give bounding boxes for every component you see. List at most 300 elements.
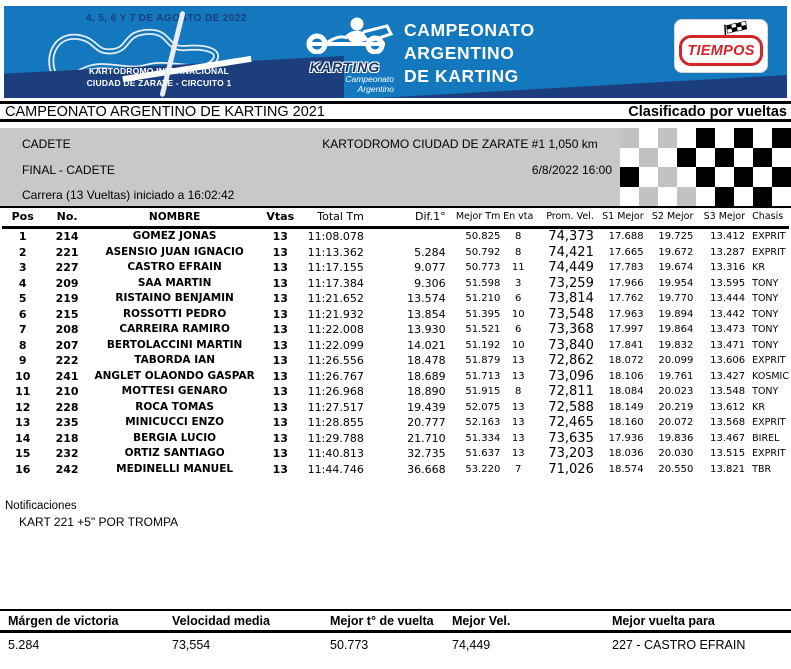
cell-nombre: CARREIRA RAMIRO xyxy=(119,323,230,335)
classification-type: Clasificado por vueltas xyxy=(628,103,787,120)
cell-mejor-tm: 51.879 xyxy=(465,355,501,366)
cell-prom-vel: 73,259 xyxy=(548,275,594,291)
cell-dif-1: 14.021 xyxy=(407,338,446,352)
cell-vtas: 13 xyxy=(272,230,288,243)
cell-mejor-tm: 50.773 xyxy=(465,262,501,273)
summary-value: 227 - CASTRO EFRAIN xyxy=(612,638,746,652)
champ-line2: ARGENTINO xyxy=(404,42,515,63)
header-nombre: NOMBRE xyxy=(91,208,259,228)
cell-pos: 14 xyxy=(15,431,31,445)
cell-total-tm: 11:22.008 xyxy=(307,323,364,336)
checker-square xyxy=(753,148,772,168)
cell-pos: 13 xyxy=(15,416,31,429)
cell-no: 209 xyxy=(55,276,79,290)
cell-dif-1: 21.710 xyxy=(407,431,446,445)
cell-s1-mejor: 18.072 xyxy=(608,355,644,366)
cell-chasis: BIREL xyxy=(752,432,780,444)
cell-pos: 5 xyxy=(18,292,27,305)
cell-dif-1: 18.890 xyxy=(407,385,446,398)
cell-pos: 1 xyxy=(18,230,27,243)
cell-en-vta: 13 xyxy=(511,370,525,382)
cell-no: 208 xyxy=(55,323,79,336)
cell-mejor-tm: 51.713 xyxy=(465,370,501,382)
cell-dif-1: 20.777 xyxy=(407,416,446,429)
table-row xyxy=(2,446,789,462)
summary-label: Velocidad media xyxy=(172,614,270,628)
checker-square xyxy=(772,148,791,168)
cell-prom-vel: 73,548 xyxy=(548,306,594,322)
cell-s3-mejor: 13.412 xyxy=(710,231,746,242)
header-no: No. xyxy=(43,208,90,228)
cell-dif-1: 5.284 xyxy=(414,245,446,259)
header-dif-1: Dif.1° xyxy=(364,208,446,228)
champ-line3: DE KARTING xyxy=(404,65,519,86)
cell-s1-mejor: 17.997 xyxy=(608,324,644,335)
header-en-vta: En vta xyxy=(500,208,536,228)
cell-no: 215 xyxy=(55,307,79,321)
checker-square xyxy=(620,128,639,148)
checker-square xyxy=(639,167,658,187)
cell-no: 221 xyxy=(55,245,79,259)
cell-vtas: 13 xyxy=(272,292,288,305)
page-title: CAMPEONATO ARGENTINO DE KARTING 2021 xyxy=(5,103,325,120)
cell-s3-mejor: 13.568 xyxy=(710,417,746,428)
cell-total-tm: 11:26.556 xyxy=(307,354,364,367)
cell-nombre: RISTAINO BENJAMIN xyxy=(115,292,234,304)
cell-chasis: KR xyxy=(752,401,765,413)
cell-s1-mejor: 17.688 xyxy=(608,231,644,242)
checker-square xyxy=(753,187,772,207)
cell-vtas: 13 xyxy=(272,323,288,336)
cell-s2-mejor: 19.725 xyxy=(658,231,694,242)
cell-prom-vel: 72,811 xyxy=(548,384,594,399)
event-banner xyxy=(4,6,787,98)
cell-chasis: TONY xyxy=(752,386,779,397)
summary-value: 5.284 xyxy=(8,638,40,652)
cell-mejor-tm: 51.395 xyxy=(465,308,501,320)
cell-chasis: KOSMIC xyxy=(752,370,789,382)
cell-prom-vel: 73,814 xyxy=(548,291,594,306)
cell-pos: 7 xyxy=(18,323,27,336)
cell-prom-vel: 71,026 xyxy=(548,461,594,477)
cell-vtas: 13 xyxy=(272,261,288,274)
cell-s2-mejor: 19.761 xyxy=(658,370,694,382)
cell-en-vta: 11 xyxy=(511,262,525,273)
checker-square xyxy=(696,128,715,148)
summary-label: Mejor Vel. xyxy=(452,614,511,628)
cell-prom-vel: 74,449 xyxy=(548,260,594,275)
table-row xyxy=(2,276,789,292)
cell-mejor-tm: 51.192 xyxy=(465,339,501,351)
cell-pos: 16 xyxy=(15,462,31,476)
cell-s3-mejor: 13.515 xyxy=(710,448,746,459)
cell-s3-mejor: 13.427 xyxy=(710,370,746,382)
summary-label: Mejor vuelta para xyxy=(612,614,715,628)
cell-s1-mejor: 17.966 xyxy=(608,277,644,289)
table-row xyxy=(2,322,789,338)
checker-square xyxy=(734,167,753,187)
checker-square xyxy=(620,187,639,207)
header-pos: Pos xyxy=(2,208,43,228)
cell-vtas: 13 xyxy=(272,245,288,259)
cell-pos: 9 xyxy=(18,354,27,367)
checker-square xyxy=(658,148,677,168)
cell-s2-mejor: 19.770 xyxy=(658,293,694,304)
cell-pos: 2 xyxy=(18,245,27,259)
checker-square xyxy=(696,187,715,207)
cell-en-vta: 13 xyxy=(511,355,525,366)
cell-total-tm: 11:17.155 xyxy=(307,261,364,274)
header-s1-mejor: S1 Mejor xyxy=(594,208,644,228)
logo-sub2: Argentino xyxy=(357,83,394,94)
cell-chasis: EXPRIT xyxy=(752,417,786,428)
cell-mejor-tm: 50.792 xyxy=(465,246,501,258)
cell-s3-mejor: 13.471 xyxy=(710,339,746,351)
cell-s1-mejor: 18.036 xyxy=(608,448,644,459)
cell-nombre: CASTRO EFRAIN xyxy=(127,261,222,273)
checker-square xyxy=(772,167,791,187)
cell-nombre: ORTIZ SANTIAGO xyxy=(124,447,225,459)
cell-vtas: 13 xyxy=(272,385,288,398)
cell-en-vta: 13 xyxy=(511,401,525,413)
notification-item: KART 221 +5" POR TROMPA xyxy=(19,515,179,529)
cell-no: 219 xyxy=(55,292,79,305)
cell-dif-1: 13.574 xyxy=(407,292,446,305)
table-row xyxy=(2,369,789,385)
cell-s1-mejor: 18.149 xyxy=(608,401,644,413)
header-s3-mejor: S3 Mejor xyxy=(693,208,745,228)
cell-nombre: ROSSOTTI PEDRO xyxy=(122,307,227,320)
cell-prom-vel: 72,862 xyxy=(548,353,594,368)
cell-s3-mejor: 13.548 xyxy=(710,386,746,397)
track-label: KARTODROMO CIUDAD DE ZARATE #1 1,050 km xyxy=(322,137,598,151)
results-table xyxy=(2,208,789,477)
category-label: CADETE xyxy=(22,137,71,151)
cell-nombre: MEDINELLI MANUEL xyxy=(116,462,234,475)
cell-mejor-tm: 51.637 xyxy=(465,448,501,459)
cell-no: 235 xyxy=(55,416,79,429)
cell-en-vta: 13 xyxy=(511,448,525,459)
cell-dif-1: 19.439 xyxy=(407,400,446,414)
cell-no: 242 xyxy=(55,462,79,476)
cell-vtas: 13 xyxy=(272,354,288,367)
summary-value: 50.773 xyxy=(330,638,369,652)
tiempos-logo xyxy=(675,20,767,72)
table-row xyxy=(2,415,789,431)
cell-prom-vel: 74,421 xyxy=(548,244,594,260)
cell-chasis: TONY xyxy=(752,308,779,320)
checker-square xyxy=(677,187,696,207)
cell-s3-mejor: 13.606 xyxy=(710,355,746,366)
cell-s3-mejor: 13.595 xyxy=(710,277,746,289)
cell-s1-mejor: 18.160 xyxy=(608,417,644,428)
cell-mejor-tm: 51.521 xyxy=(465,324,501,335)
cell-s2-mejor: 20.099 xyxy=(658,355,694,366)
checker-square xyxy=(639,187,658,207)
cell-total-tm: 11:17.384 xyxy=(307,276,364,290)
cell-en-vta: 8 xyxy=(515,386,522,397)
table-row xyxy=(2,462,789,478)
cell-prom-vel: 72,465 xyxy=(548,415,594,430)
checker-square xyxy=(620,167,639,187)
cell-nombre: ANGLET OLAONDO GASPAR xyxy=(94,369,255,382)
table-row xyxy=(2,338,789,354)
summary-label: Márgen de victoria xyxy=(8,614,119,628)
cell-s3-mejor: 13.442 xyxy=(710,308,746,320)
tiempos-label: TIEMPOS xyxy=(687,42,755,59)
cell-vtas: 13 xyxy=(272,400,288,414)
event-dates: 4, 5, 6 Y 7 DE AGOSTO DE 2022 xyxy=(86,13,247,24)
table-row xyxy=(2,400,789,416)
cell-s1-mejor: 17.936 xyxy=(608,432,644,444)
cell-no: 210 xyxy=(55,385,79,398)
cell-s1-mejor: 17.665 xyxy=(608,246,644,258)
cell-s2-mejor: 20.219 xyxy=(658,401,694,413)
checker-square xyxy=(715,148,734,168)
checker-square xyxy=(658,167,677,187)
checker-square xyxy=(696,167,715,187)
cell-prom-vel: 73,203 xyxy=(548,446,594,461)
cell-total-tm: 11:26.968 xyxy=(307,385,364,398)
cell-vtas: 13 xyxy=(272,307,288,321)
cell-pos: 6 xyxy=(18,307,27,321)
cell-no: 241 xyxy=(55,369,79,383)
table-row xyxy=(2,260,789,276)
results-tbody xyxy=(2,228,789,478)
checkered-flag-pattern xyxy=(620,128,791,206)
cell-nombre: BERGIA LUCIO xyxy=(133,431,217,444)
cell-prom-vel: 72,588 xyxy=(548,399,594,415)
championship-title xyxy=(404,19,535,87)
cell-s1-mejor: 18.574 xyxy=(608,463,644,475)
cell-s2-mejor: 20.072 xyxy=(658,417,694,428)
cell-no: 232 xyxy=(55,447,79,460)
cell-nombre: BERTOLACCINI MARTIN xyxy=(106,338,243,351)
table-row xyxy=(2,431,789,447)
cell-no: 207 xyxy=(55,338,79,352)
cell-total-tm: 11:28.855 xyxy=(307,416,364,429)
checker-square xyxy=(677,167,696,187)
cell-pos: 10 xyxy=(15,369,31,383)
cell-s2-mejor: 20.023 xyxy=(658,386,694,397)
cell-prom-vel: 73,840 xyxy=(548,337,594,353)
cell-s2-mejor: 19.832 xyxy=(658,339,694,351)
summary-label: Mejor t° de vuelta xyxy=(330,614,434,628)
title-bar xyxy=(0,101,791,122)
cell-s3-mejor: 13.821 xyxy=(710,463,746,475)
karting-logo xyxy=(290,14,400,95)
cell-pos: 4 xyxy=(18,276,27,290)
table-header-row xyxy=(2,208,789,228)
cell-vtas: 13 xyxy=(272,447,288,460)
cell-en-vta: 13 xyxy=(511,417,525,428)
cell-chasis: TBR xyxy=(752,463,772,475)
race-summary xyxy=(0,609,791,652)
cell-s3-mejor: 13.473 xyxy=(710,324,746,335)
cell-chasis: EXPRIT xyxy=(752,448,786,459)
cell-no: 218 xyxy=(55,431,79,445)
cell-total-tm: 11:13.362 xyxy=(307,245,364,259)
header-total-tm: Total Tm xyxy=(302,208,364,228)
race-info: Carrera (13 Vueltas) iniciado a 16:02:42 xyxy=(22,188,235,202)
cell-pos: 15 xyxy=(15,447,31,460)
checker-square xyxy=(734,187,753,207)
cell-total-tm: 11:21.652 xyxy=(307,292,364,305)
checker-square xyxy=(715,187,734,207)
checker-square xyxy=(620,148,639,168)
cell-s2-mejor: 19.672 xyxy=(658,246,694,258)
table-row xyxy=(2,291,789,307)
cell-vtas: 13 xyxy=(272,416,288,429)
cell-dif-1: 9.077 xyxy=(414,261,446,274)
cell-prom-vel: 74,373 xyxy=(548,229,594,244)
champ-line1: CAMPEONATO xyxy=(404,20,535,40)
venue-line1: KARTODROMO INTERNACIONAL xyxy=(88,66,230,77)
cell-nombre: SAA MARTIN xyxy=(137,276,212,289)
header-mejor-tm: Mejor Tm xyxy=(446,208,501,228)
cell-total-tm: 11:08.078 xyxy=(307,230,364,243)
cell-chasis: EXPRIT xyxy=(752,246,786,258)
cell-total-tm: 11:29.788 xyxy=(307,431,364,445)
cell-dif-1 xyxy=(364,228,446,245)
cell-mejor-tm: 51.334 xyxy=(465,432,501,444)
cell-s2-mejor: 20.550 xyxy=(658,463,694,475)
table-row xyxy=(2,384,789,400)
table-row xyxy=(2,228,789,245)
cell-nombre: ROCA TOMAS xyxy=(135,400,214,413)
cell-en-vta: 6 xyxy=(515,324,522,335)
cell-dif-1: 18.689 xyxy=(407,369,446,383)
cell-en-vta: 6 xyxy=(515,293,522,304)
cell-s3-mejor: 13.316 xyxy=(710,262,746,273)
cell-s3-mejor: 13.467 xyxy=(710,432,746,444)
cell-nombre: MINICUCCI ENZO xyxy=(125,416,224,428)
checker-square xyxy=(639,128,658,148)
cell-pos: 12 xyxy=(15,400,31,414)
cell-vtas: 13 xyxy=(272,338,288,352)
session-label: FINAL - CADETE xyxy=(22,163,115,177)
cell-chasis: TONY xyxy=(752,324,779,335)
checker-square xyxy=(734,148,753,168)
cell-chasis: KR xyxy=(752,262,765,273)
cell-s1-mejor: 17.963 xyxy=(608,308,644,320)
cell-vtas: 13 xyxy=(272,369,288,383)
cell-total-tm: 11:27.517 xyxy=(307,400,364,414)
cell-nombre: GOMEZ JONAS xyxy=(132,230,217,242)
cell-s1-mejor: 18.084 xyxy=(608,386,644,397)
header-chasis: Chasis xyxy=(745,208,789,228)
header-vtas: Vtas xyxy=(259,208,303,228)
cell-no: 214 xyxy=(55,230,79,243)
karting-logo-subtext xyxy=(290,75,400,95)
header-prom-vel: Prom. Vel. xyxy=(536,208,594,228)
logo-sub1: Campeonato xyxy=(345,74,394,84)
cell-pos: 8 xyxy=(18,338,27,352)
summary-value: 73,554 xyxy=(172,638,211,652)
header-s2-mejor: S2 Mejor xyxy=(644,208,694,228)
checker-square xyxy=(639,148,658,168)
cell-s2-mejor: 19.674 xyxy=(658,262,694,273)
venue-line2: CIUDAD DE ZARATE - CIRCUITO 1 xyxy=(86,77,232,88)
cell-en-vta: 13 xyxy=(511,432,525,444)
cell-chasis: TONY xyxy=(752,277,779,289)
cell-dif-1: 36.668 xyxy=(407,462,446,476)
notifications-section xyxy=(5,500,178,529)
cell-mejor-tm: 50.825 xyxy=(465,231,501,242)
cell-mejor-tm: 52.075 xyxy=(465,401,501,413)
cell-s1-mejor: 17.783 xyxy=(608,262,644,273)
notifications-label: Notificaciones xyxy=(5,500,77,512)
cell-total-tm: 11:21.932 xyxy=(307,307,364,321)
cell-no: 222 xyxy=(55,354,79,367)
cell-chasis: EXPRIT xyxy=(752,231,786,242)
cell-pos: 11 xyxy=(15,385,31,398)
checker-square xyxy=(772,128,791,148)
cell-en-vta: 10 xyxy=(511,308,525,320)
table-row xyxy=(2,307,789,323)
summary-value-row xyxy=(0,633,791,652)
cell-dif-1: 32.735 xyxy=(407,447,446,460)
cell-s1-mejor: 17.841 xyxy=(608,339,644,351)
cell-prom-vel: 73,635 xyxy=(548,430,594,446)
checker-square xyxy=(677,128,696,148)
tiempos-pill xyxy=(679,35,763,66)
session-info-box xyxy=(0,128,791,208)
cell-en-vta: 7 xyxy=(515,463,522,475)
cell-mejor-tm: 51.915 xyxy=(465,386,501,397)
cell-en-vta: 8 xyxy=(515,231,522,242)
checker-square xyxy=(753,167,772,187)
session-datetime: 6/8/2022 16:00 xyxy=(531,163,612,177)
cell-pos: 3 xyxy=(18,261,27,274)
cell-chasis: TONY xyxy=(752,293,779,304)
checker-square xyxy=(658,187,677,207)
checker-square xyxy=(715,167,734,187)
cell-dif-1: 18.478 xyxy=(407,354,446,367)
checker-square xyxy=(715,128,734,148)
cell-mejor-tm: 53.220 xyxy=(465,463,501,475)
cell-s2-mejor: 19.864 xyxy=(658,324,694,335)
cell-s3-mejor: 13.287 xyxy=(710,246,746,258)
checker-square xyxy=(696,148,715,168)
cell-s2-mejor: 19.954 xyxy=(658,277,694,289)
checker-square xyxy=(677,148,696,168)
cell-dif-1: 13.854 xyxy=(407,307,446,321)
cell-s1-mejor: 17.762 xyxy=(608,293,644,304)
cell-prom-vel: 73,096 xyxy=(548,368,594,384)
summary-value: 74,449 xyxy=(452,638,491,652)
checker-square xyxy=(734,128,753,148)
cell-nombre: MOTTESI GENARO xyxy=(121,385,228,397)
cell-dif-1: 13.930 xyxy=(407,323,446,336)
cell-mejor-tm: 52.163 xyxy=(465,417,501,428)
cell-vtas: 13 xyxy=(272,276,288,290)
venue-text xyxy=(74,66,244,89)
cell-s3-mejor: 13.444 xyxy=(710,293,746,304)
cell-nombre: TABORDA IAN xyxy=(134,354,216,366)
table-row xyxy=(2,245,789,261)
cell-no: 227 xyxy=(55,261,79,274)
cell-chasis: TONY xyxy=(752,339,779,351)
kart-rider-icon xyxy=(295,14,395,54)
cell-s2-mejor: 19.836 xyxy=(658,432,694,444)
summary-label-row xyxy=(0,611,791,633)
cell-s2-mejor: 19.894 xyxy=(658,308,694,320)
cell-mejor-tm: 51.210 xyxy=(465,293,501,304)
cell-total-tm: 11:26.767 xyxy=(307,369,364,383)
cell-en-vta: 3 xyxy=(515,277,522,289)
cell-mejor-tm: 51.598 xyxy=(465,277,501,289)
